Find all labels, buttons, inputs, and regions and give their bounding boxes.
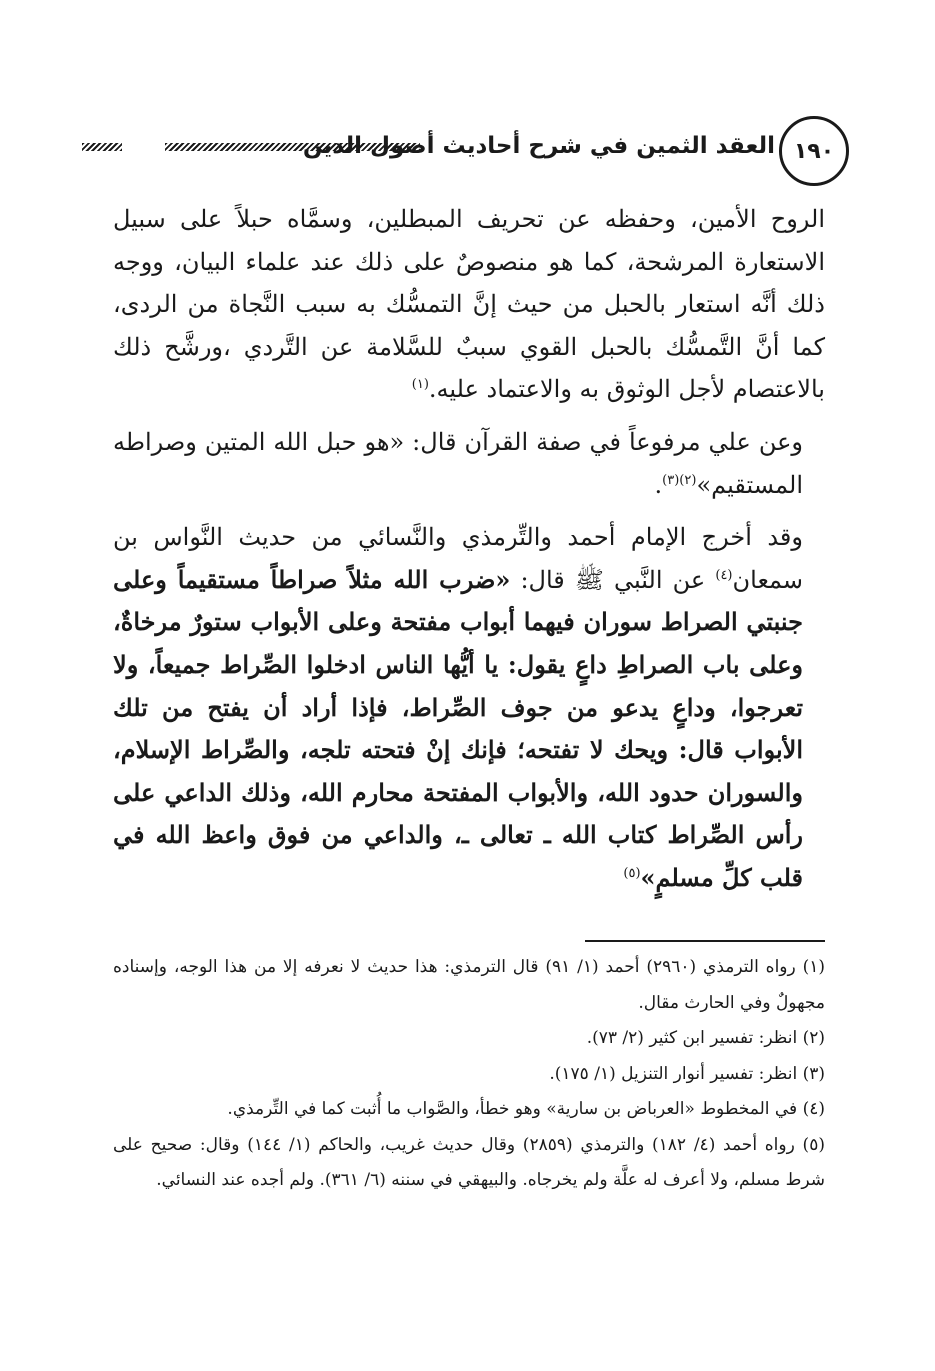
paragraph-2-text: وعن علي مرفوعاً في صفة القرآن قال: «هو حبل الله المتين وصراطه المستقيم» xyxy=(113,427,803,499)
footnote-separator xyxy=(585,940,825,942)
paragraph-1-text: الروح الأمين، وحفظه عن تحريف المبطلين، وسمَّاه حبلاً على سبيل الاستعارة المرشحة، كما هو منصوصٌ على ذلك عند علماء البيان، ووجه ذلك أنَّه استعار بالحبل من حيث إنَّ التمسُّك به سبب النَّجاة من الردى، كما أنَّ التَّمسُّك بالحبل القوي سببٌ للسَّلامة عن التَّردي ،ورشَّح ذلك بالاعتصام لأجل الوثوق به والاعتماد عليه. xyxy=(113,205,826,404)
footnote-ref-2-3: (٢)(٣) xyxy=(662,472,697,488)
footnote-ref-1: (١) xyxy=(411,377,429,393)
main-text xyxy=(113,198,825,900)
running-header-title: العقد الثمين في شرح أحاديث أصول الدين xyxy=(302,133,775,159)
paragraph-2-end: . xyxy=(654,470,663,499)
footnote-ref-5: (٥) xyxy=(623,865,641,881)
hadith-quote: «ضرب الله مثلاً صراطاً مستقيماً وعلى جنبتي الصراط سوران فيهما أبواب مفتحة وعلى الأبواب ستورٌ مرخاةٌ، وعلى باب الصراطِ داعٍ يقول: يا أيُّها الناس ادخلوا الصِّراط جميعاً، ولا تعرجوا، وداعٍ يدعو من جوف الصِّراط، فإذا أراد أن يفتح من تلك الأبواب قال: ويحك لا تفتحه؛ فإنك إنْ فتحته تلجه، والصِّراط الإسلام، والسوران حدود الله، والأبواب المفتحة محارم الله، وذلك الداعي على رأس الصِّراط كتاب الله ـ تعالى ـ، والداعي من فوق واعظ الله في قلب كلِّ مسلمٍ» xyxy=(113,564,804,892)
footnote-4: (٤) في المخطوط «العرباض بن سارية» وهو خطأ، والصَّواب ما أُثبت كما في التِّرمذي. xyxy=(227,1099,825,1119)
paragraph-1 xyxy=(113,198,825,411)
footnote-2: (٢) انظر: تفسير ابن كثير (٢/ ٧٣). xyxy=(586,1028,825,1048)
footnotes xyxy=(113,950,825,1199)
footnote-1: (١) رواه الترمذي (٢٩٦٠) أحمد (١/ ٩١) قال الترمذي: هذا حديث لا نعرفه إلا من هذا الوجه، وإسناده مجهولٌ وفي الحارث مقال. xyxy=(113,957,826,1013)
paragraph-2 xyxy=(113,421,825,506)
paragraph-3 xyxy=(113,516,825,899)
footnote-5: (٥) رواه أحمد (٤/ ١٨٢) والترمذي (٢٨٥٩) وقال حديث غريب، والحاكم (١/ ١٤٤) وقال: صحيح على شرط مسلم، ولا أعرف له علَّة ولم يخرجاه. والبيهقي في سننه (٦/ ٣٦١). ولم أجده عند النسائي. xyxy=(113,1134,825,1190)
header-ornament-left xyxy=(82,143,122,151)
paragraph-3-mid: عن النَّبي ﷺ قال: xyxy=(510,565,716,594)
footnote-3: (٣) انظر: تفسير أنوار التنزيل (١/ ١٧٥). xyxy=(549,1063,825,1084)
paragraph-3-lead: وقد أخرج الإمام أحمد والتِّرمذي والنَّسائي من حديث النَّواس بن سمعان xyxy=(113,523,803,594)
footnote-ref-4: (٤) xyxy=(715,567,733,583)
page-number: ١٩٠ xyxy=(779,116,849,186)
